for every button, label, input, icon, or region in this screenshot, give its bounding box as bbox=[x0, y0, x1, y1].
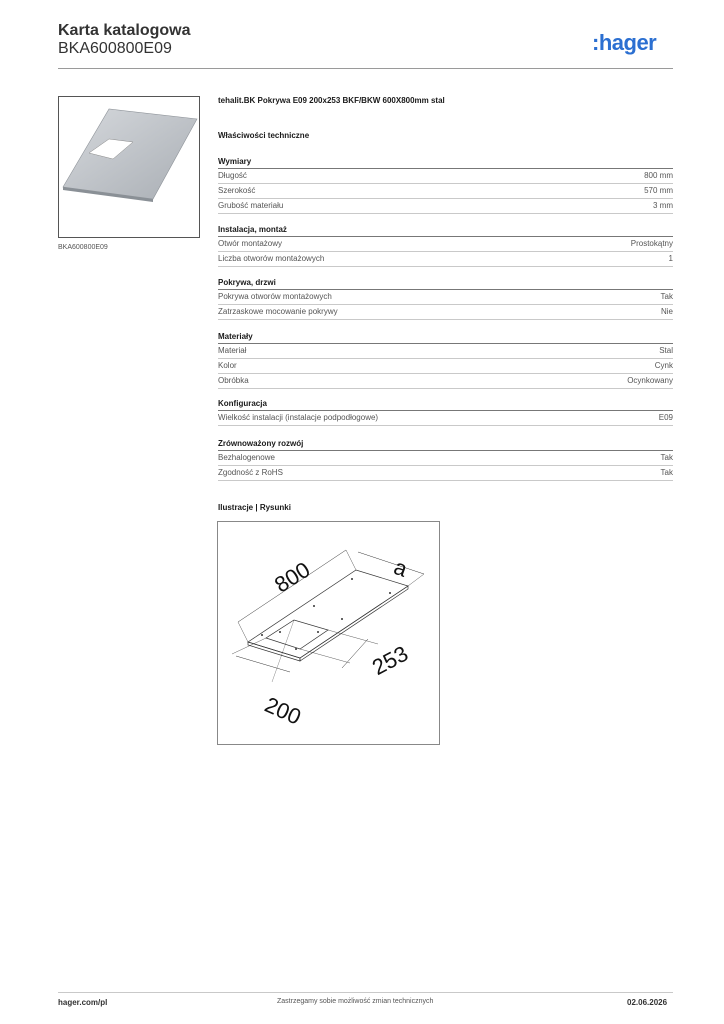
group-title: Materiały bbox=[218, 330, 673, 344]
footer-divider bbox=[58, 992, 673, 993]
spec-row bbox=[218, 184, 673, 199]
spec-label: Zatrzaskowe mocowanie pokrywy bbox=[218, 307, 338, 316]
spec-value: Tak bbox=[660, 292, 673, 301]
spec-row bbox=[218, 451, 673, 466]
thumbnail-caption: BKA600800E09 bbox=[58, 244, 108, 251]
product-thumbnail bbox=[58, 96, 200, 238]
spec-label: Grubość materiału bbox=[218, 201, 284, 210]
dimension-200: 200 bbox=[261, 691, 305, 730]
spec-label: Otwór montażowy bbox=[218, 239, 283, 248]
spec-row bbox=[218, 305, 673, 320]
spec-row bbox=[218, 344, 673, 359]
footer-date: 02.06.2026 bbox=[627, 998, 668, 1007]
cover-plate-image bbox=[59, 97, 199, 237]
spec-label: Materiał bbox=[218, 346, 247, 355]
group-installation bbox=[218, 223, 673, 267]
group-title: Pokrywa, drzwi bbox=[218, 276, 673, 290]
document-title: Karta katalogowa bbox=[58, 22, 191, 39]
dimension-253: 253 bbox=[368, 640, 413, 681]
spec-row bbox=[218, 374, 673, 389]
spec-label: Długość bbox=[218, 171, 247, 180]
footer-url[interactable]: hager.com/pl bbox=[58, 998, 108, 1007]
spec-row bbox=[218, 237, 673, 252]
spec-label: Pokrywa otworów montażowych bbox=[218, 292, 332, 301]
group-cover-door bbox=[218, 276, 673, 320]
spec-row bbox=[218, 466, 673, 481]
technical-properties-heading: Właściwości techniczne bbox=[218, 131, 310, 140]
header-divider bbox=[58, 68, 673, 69]
spec-value: Stal bbox=[659, 346, 673, 355]
spec-label: Szerokość bbox=[218, 186, 256, 195]
product-code: BKA600800E09 bbox=[58, 40, 172, 57]
group-title: Zrównoważony rozwój bbox=[218, 437, 673, 451]
hager-logo bbox=[592, 30, 676, 58]
spec-label: Zgodność z RoHS bbox=[218, 468, 283, 477]
group-materials bbox=[218, 330, 673, 389]
spec-value: Ocynkowany bbox=[627, 376, 673, 385]
spec-value: E09 bbox=[658, 413, 673, 422]
spec-label: Liczba otworów montażowych bbox=[218, 254, 325, 263]
dimension-drawing bbox=[217, 521, 440, 745]
spec-label: Bezhalogenowe bbox=[218, 453, 275, 462]
footer-disclaimer: Zastrzegamy sobie możliwość zmian technicznych bbox=[277, 998, 434, 1005]
group-configuration bbox=[218, 397, 673, 426]
spec-value: Nie bbox=[660, 307, 673, 316]
spec-row bbox=[218, 199, 673, 214]
group-title: Wymiary bbox=[218, 155, 673, 169]
spec-value: Tak bbox=[660, 468, 673, 477]
spec-value: Tak bbox=[660, 453, 673, 462]
spec-label: Kolor bbox=[218, 361, 237, 370]
product-title: tehalit.BK Pokrywa E09 200x253 BKF/BKW 600X800mm stal bbox=[218, 96, 445, 105]
spec-row bbox=[218, 169, 673, 184]
spec-value: Prostokątny bbox=[630, 239, 673, 248]
spec-row bbox=[218, 359, 673, 374]
logo-text: :hager bbox=[592, 30, 657, 55]
group-title: Konfiguracja bbox=[218, 397, 673, 411]
group-title: Instalacja, montaż bbox=[218, 223, 673, 237]
group-sustainability bbox=[218, 437, 673, 481]
dimension-a: a bbox=[390, 554, 411, 582]
illustrations-heading: Ilustracje | Rysunki bbox=[218, 503, 291, 512]
group-dimensions bbox=[218, 155, 673, 214]
spec-value: 800 mm bbox=[644, 171, 673, 180]
spec-label: Wielkość instalacji (instalacje podpodłogowe) bbox=[218, 413, 379, 422]
spec-label: Obróbka bbox=[218, 376, 249, 385]
spec-value: 1 bbox=[668, 254, 673, 263]
dimension-800: 800 bbox=[270, 556, 315, 598]
spec-row bbox=[218, 252, 673, 267]
spec-row bbox=[218, 411, 673, 426]
spec-row bbox=[218, 290, 673, 305]
spec-value: 570 mm bbox=[644, 186, 673, 195]
spec-value: 3 mm bbox=[653, 201, 673, 210]
technical-drawing bbox=[218, 522, 439, 744]
spec-value: Cynk bbox=[654, 361, 673, 370]
